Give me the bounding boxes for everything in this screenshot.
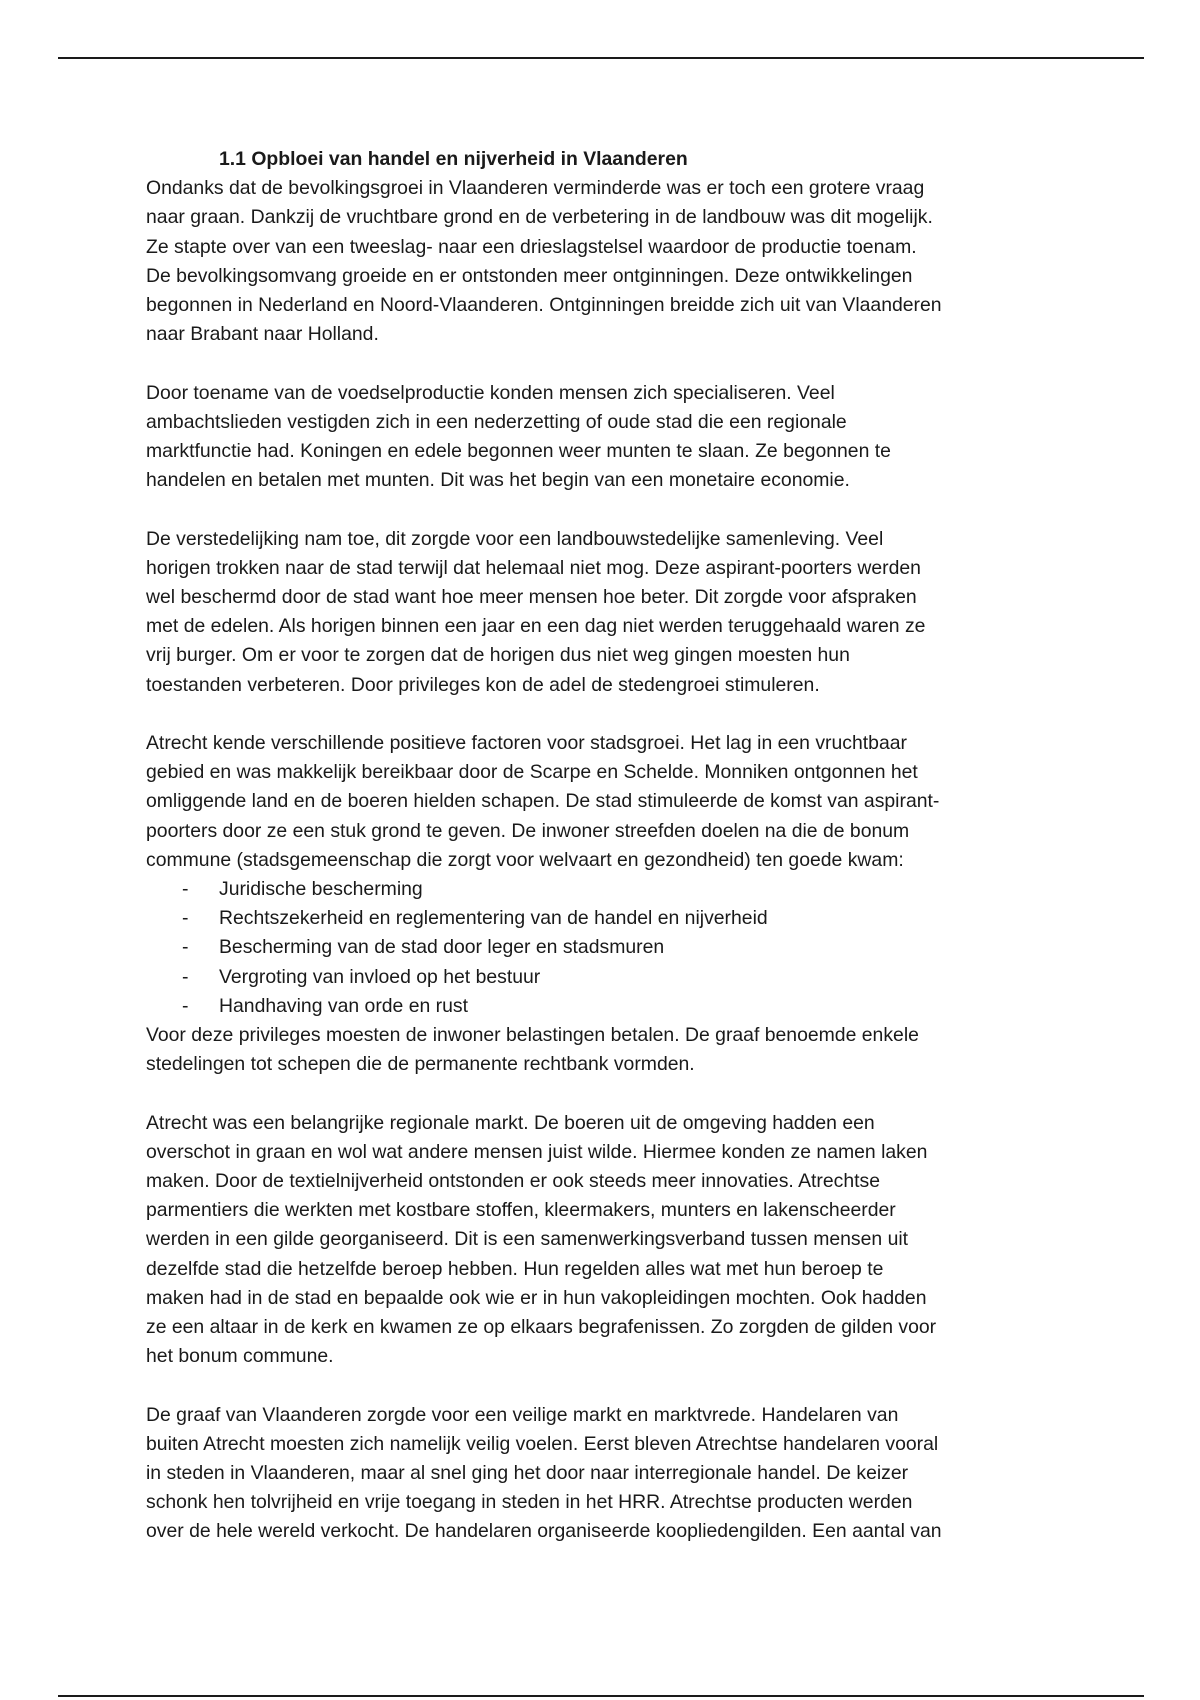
list-item <box>146 992 1066 1021</box>
text-line: naar graan. Dankzij de vruchtbare grond en de verbetering in de landbouw was dit mogelijk. <box>146 206 933 229</box>
text-line: stedelingen tot schepen die de permanente rechtbank vormden. <box>146 1053 695 1076</box>
bullet-dash: - <box>182 878 189 901</box>
list-item <box>146 875 1066 904</box>
bullet-dash: - <box>182 936 189 959</box>
list-item-text: Juridische bescherming <box>219 878 423 901</box>
paragraph-6 <box>146 1109 1066 1372</box>
top-rule <box>58 57 1144 59</box>
text-line: marktfunctie had. Koningen en edele begonnen weer munten te slaan. Ze begonnen te <box>146 440 891 463</box>
text-line: Door toename van de voedselproductie konden mensen zich specialiseren. Veel <box>146 381 835 404</box>
bullet-dash: - <box>182 907 189 930</box>
text-line: Atrecht was een belangrijke regionale markt. De boeren uit de omgeving hadden een <box>146 1111 875 1134</box>
text-line: commune (stadsgemeenschap die zorgt voor welvaart en gezondheid) ten goede kwam: <box>146 848 904 871</box>
text-line: het bonum commune. <box>146 1345 334 1368</box>
text-line: handelen en betalen met munten. Dit was het begin van een monetaire economie. <box>146 469 850 492</box>
section-heading: 1.1 Opbloei van handel en nijverheid in Vlaanderen <box>219 148 688 170</box>
bullet-list <box>146 875 1066 1021</box>
text-line: ze een altaar in de kerk en kwamen ze op elkaars begrafenissen. Zo zorgden de gilden voor <box>146 1316 937 1339</box>
text-line: De verstedelijking nam toe, dit zorgde voor een landbouwstedelijke samenleving. Veel <box>146 527 884 550</box>
text-line: in steden in Vlaanderen, maar al snel ging het door naar interregionale handel. De keizer <box>146 1462 909 1485</box>
bottom-rule <box>58 1695 1144 1697</box>
text-line: De bevolkingsomvang groeide en er ontstonden meer ontginningen. Deze ontwikkelingen <box>146 264 913 287</box>
text-line: maken. Door de textielnijverheid ontstonden er ook steeds meer innovaties. Atrechtse <box>146 1170 881 1193</box>
paragraph-4 <box>146 729 1066 875</box>
paragraph-2 <box>146 379 1066 496</box>
text-line: vrij burger. Om er voor te zorgen dat de horigen dus niet weg gingen moesten hun <box>146 644 850 667</box>
text-line: toestanden verbeteren. Door privileges kon de adel de stedengroei stimuleren. <box>146 673 820 696</box>
text-line: Atrecht kende verschillende positieve factoren voor stadsgroei. Het lag in een vruchtbaar <box>146 732 907 755</box>
text-line: naar Brabant naar Holland. <box>146 323 379 346</box>
text-line: horigen trokken naar de stad terwijl dat helemaal niet mog. Deze aspirant-poorters werden <box>146 556 921 579</box>
text-line: overschot in graan en wol wat andere mensen juist wilde. Hiermee konden ze namen laken <box>146 1140 928 1163</box>
list-item <box>146 933 1066 962</box>
paragraph-1 <box>146 174 1066 349</box>
paragraph-7 <box>146 1401 1066 1547</box>
list-item <box>146 904 1066 933</box>
document-body <box>146 145 1066 1547</box>
text-line: schonk hen tolvrijheid en vrije toegang in steden in het HRR. Atrechtse producten werden <box>146 1491 913 1514</box>
text-line: Ondanks dat de bevolkingsgroei in Vlaanderen verminderde was er toch een grotere vraag <box>146 177 925 200</box>
text-line: buiten Atrecht moesten zich namelijk veilig voelen. Eerst bleven Atrechtse handelaren vooral <box>146 1432 939 1455</box>
text-line: parmentiers die werkten met kostbare stoffen, kleermakers, munters en lakenscheerder <box>146 1199 896 1222</box>
text-line: Ze stapte over van een tweeslag- naar een drieslagstelsel waardoor de productie toenam. <box>146 235 917 258</box>
paragraph-3 <box>146 525 1066 700</box>
bullet-dash: - <box>182 994 189 1017</box>
text-line: met de edelen. Als horigen binnen een jaar en een dag niet werden teruggehaald waren ze <box>146 615 926 638</box>
list-item <box>146 963 1066 992</box>
text-line: Voor deze privileges moesten de inwoner belastingen betalen. De graaf benoemde enkele <box>146 1024 919 1047</box>
text-line: dezelfde stad die hetzelfde beroep hebben. Hun regelden alles wat met hun beroep te <box>146 1257 884 1280</box>
text-line: De graaf van Vlaanderen zorgde voor een veilige markt en marktvrede. Handelaren van <box>146 1403 899 1426</box>
text-line: omliggende land en de boeren hielden schapen. De stad stimuleerde de komst van aspirant- <box>146 790 940 813</box>
paragraph-5 <box>146 1021 1066 1079</box>
text-line: ambachtslieden vestigden zich in een nederzetting of oude stad die een regionale <box>146 410 847 433</box>
text-line: gebied en was makkelijk bereikbaar door de Scarpe en Schelde. Monniken ontgonnen het <box>146 761 918 784</box>
list-item-text: Rechtszekerheid en reglementering van de handel en nijverheid <box>219 907 768 930</box>
text-line: poorters door ze een stuk grond te geven. De inwoner streefden doelen na die de bonum <box>146 819 910 842</box>
text-line: begonnen in Nederland en Noord-Vlaanderen. Ontginningen breidde zich uit van Vlaanderen <box>146 294 942 317</box>
list-item-text: Bescherming van de stad door leger en stadsmuren <box>219 936 665 959</box>
text-line: wel beschermd door de stad want hoe meer mensen hoe beter. Dit zorgde voor afspraken <box>146 586 917 609</box>
text-line: maken had in de stad en bepaalde ook wie er in hun vakopleidingen mochten. Ook hadden <box>146 1286 927 1309</box>
list-item-text: Vergroting van invloed op het bestuur <box>219 965 541 988</box>
text-line: werden in een gilde georganiseerd. Dit is een samenwerkingsverband tussen mensen uit <box>146 1228 909 1251</box>
text-line: over de hele wereld verkocht. De handelaren organiseerde koopliedengilden. Een aantal van <box>146 1520 942 1543</box>
bullet-dash: - <box>182 965 189 988</box>
list-item-text: Handhaving van orde en rust <box>219 994 469 1017</box>
